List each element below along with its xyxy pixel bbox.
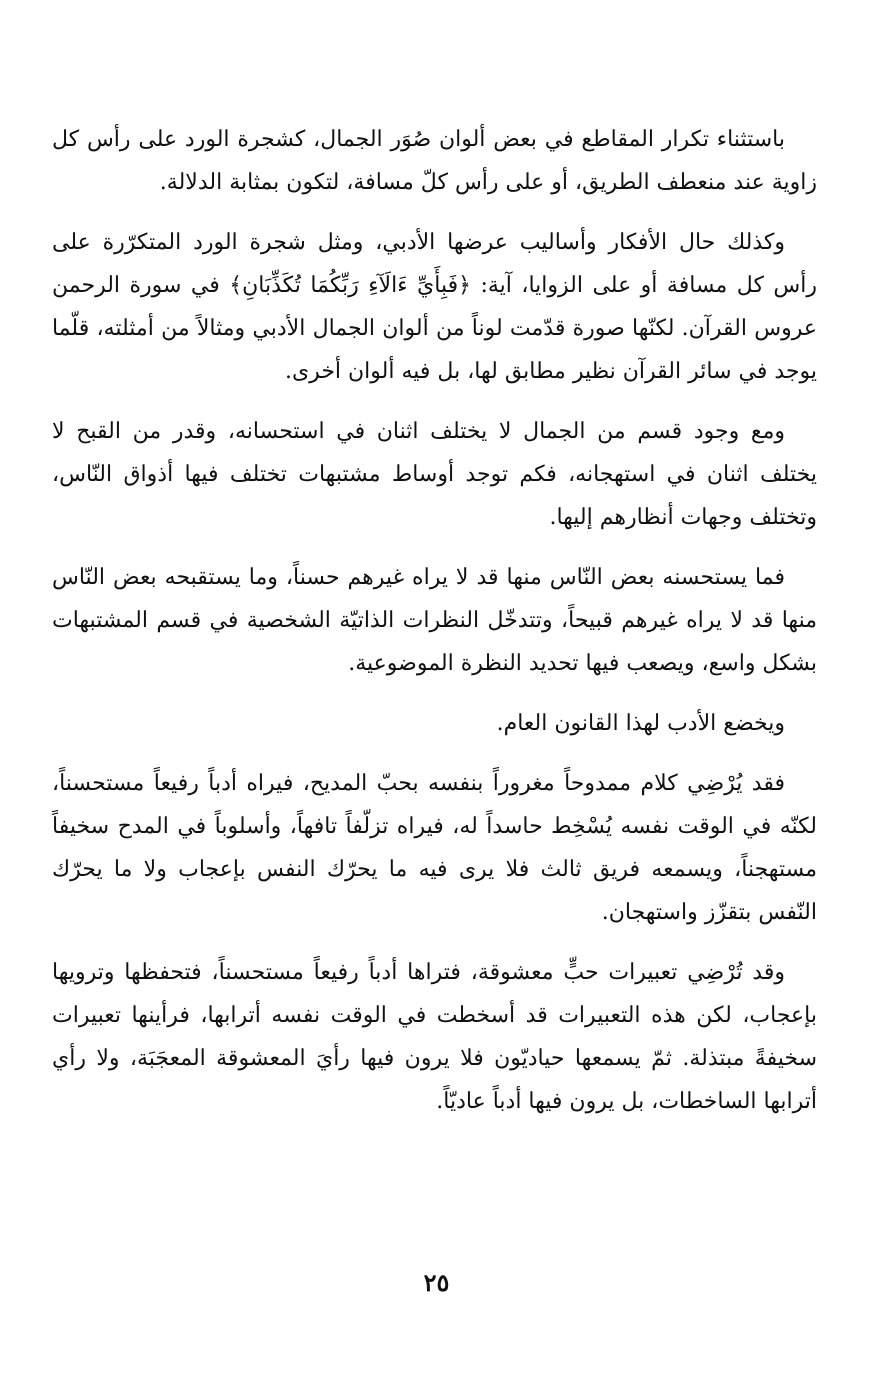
paragraph-1: باستثناء تكرار المقاطع في بعض ألوان صُوَر الجمال، كشجرة الورد على رأس كل زاوية عند منعطف الطريق، أو على رأس كلّ مسافة، لتكون بمثابة الدلالة. — [52, 127, 817, 195]
paragraph-4: فما يستحسنه بعض النّاس منها قد لا يراه غيرهم حسناً، وما يستقبحه بعض النّاس منها قد لا يراه غيرهم قبيحاً، وتتدخّل النظرات الذاتيّة الشخصية في قسم المشتبهات بشكل واسع، ويصعب فيها تحديد النظرة الموضوعية. — [52, 565, 817, 676]
page-body — [52, 118, 817, 1140]
paragraph-2: وكذلك حال الأفكار وأساليب عرضها الأدبي، ومثل شجرة الورد المتكرّرة على رأس كل مسافة أو على الزوايا، آية: ﴿فَبِأَيِّ ءَالَآءِ رَبِّكُمَا تُكَذِّبَانِ﴾ في سورة الرحمن عروس القرآن. لكنّها صورة قدّمت لوناً من ألوان الجمال الأدبي ومثالاً من أمثلته، قلّما يوجد في سائر القرآن نظير مطابق لها، بل فيه ألوان أخرى. — [52, 230, 817, 384]
paragraph-3: ومع وجود قسم من الجمال لا يختلف اثنان في استحسانه، وقدر من القبح لا يختلف اثنان في استهجانه، فكم توجد أوساط مشتبهات تختلف فيها أذواق النّاس، وتختلف وجهات أنظارهم إليها. — [52, 419, 817, 530]
paragraph-5: ويخضع الأدب لهذا القانون العام. — [496, 711, 785, 736]
paragraph-6: فقد يُرْضِي كلام ممدوحاً مغروراً بنفسه بحبّ المديح، فيراه أدباً رفيعاً مستحسناً، لكنّه في الوقت نفسه يُسْخِط حاسداً له، فيراه تزلّفاً تافهاً، وأسلوباً في المدح سخيفاً مستهجناً، ويسمعه فريق ثالث فلا يرى فيه ما يحرّك النفس بإعجاب ولا ما يحرّك النّفس بتقزّز واستهجان. — [52, 771, 817, 925]
page-number: ٢٥ — [423, 1268, 450, 1297]
paragraph-7: وقد تُرْضِي تعبيرات حبٍّ معشوقة، فتراها أدباً رفيعاً مستحسناً، فتحفظها وترويها بإعجاب، لكن هذه التعبيرات قد أسخطت في الوقت نفسه أترابها، فرأينها تعبيرات سخيفةً مبتذلة. ثمّ يسمعها حياديّون فلا يرون فيها رأيَ المعشوقة المعجَبَة، ولا رأي أترابها الساخطات، بل يرون فيها أدباً عاديّاً. — [52, 960, 817, 1114]
